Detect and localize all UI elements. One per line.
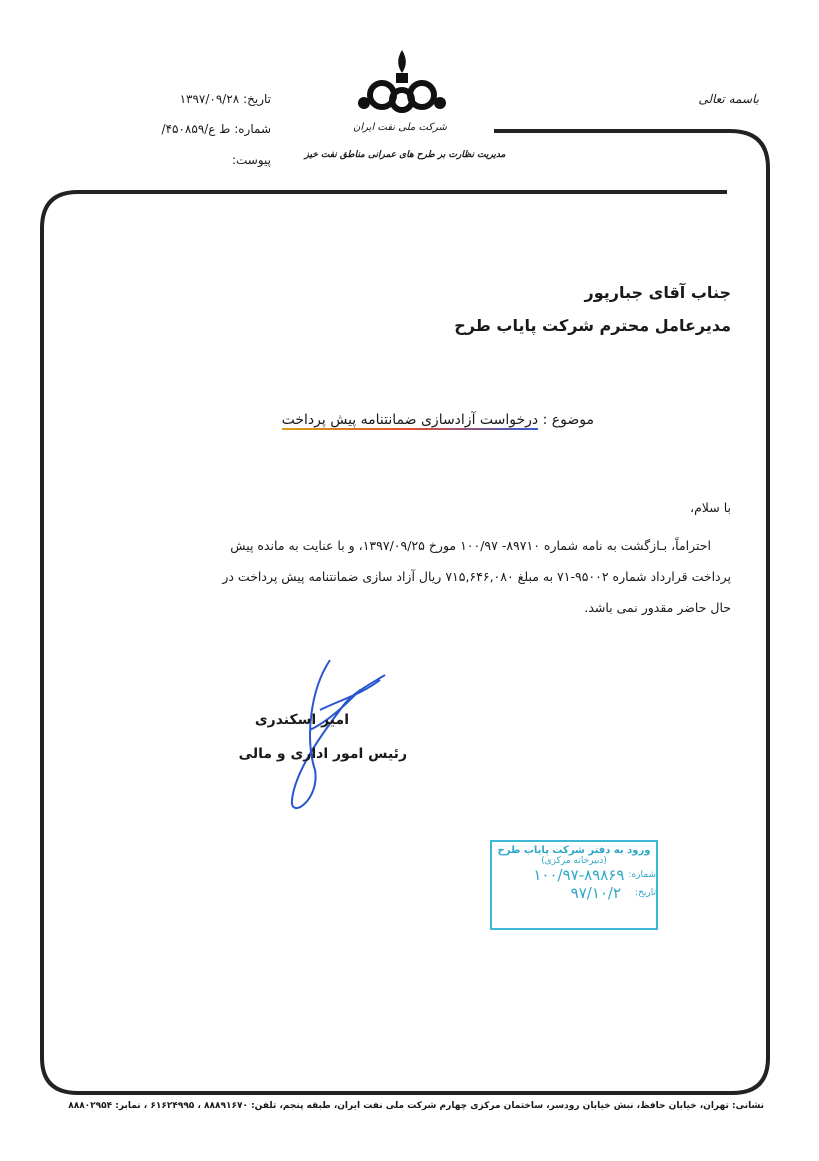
stamp-date-label: تاریخ:: [635, 888, 656, 898]
signatory-title: رئیس امور اداری و مالی: [238, 746, 407, 762]
body-line-2: پرداخت قرارداد شماره ۹۵۰۰۲-۷۱ به مبلغ ۷۱۵,۶۴۶,۰۸۰ ریال آزاد سازی ضمانتنامه پیش پرداخت در: [222, 569, 731, 584]
stamp-line-2: (دبیرخانه مرکزی): [541, 856, 607, 866]
signatory-name: امیر اسکندری: [254, 712, 349, 728]
date-value: ۱۳۹۷/۰۹/۲۸: [179, 92, 240, 106]
recipient-name: جناب آقای جبارپور: [584, 283, 731, 302]
date-field: [180, 92, 271, 106]
subject-label: موضوع :: [542, 412, 594, 428]
subject-text: درخواست آزادسازی ضمانتنامه پیش پرداخت: [281, 412, 539, 428]
logo-company-name: شرکت ملی نفت ایران: [353, 122, 447, 133]
footer-address: نشانی: تهران، خیابان حافظ، نبش خیابان رودسر، ساختمان مرکزی چهارم شرکت ملی نفت ایران، طبقه پنجم، تلفن: ۸۸۸۹۱۶۷۰ ، ۶۱۶۲۴۹۹۵ ، نمابر: ۸۸۸۰۲۹۵۴: [68, 1101, 764, 1111]
subject: [282, 412, 594, 428]
handwritten-signature: [250, 650, 400, 830]
stamp-date-value: ۹۷/۱۰/۲: [570, 884, 622, 902]
number-field: [162, 122, 271, 136]
attachment-label: پیوست:: [231, 153, 271, 167]
invocation: باسمه تعالی: [698, 92, 759, 106]
receipt-stamp: [490, 840, 658, 930]
logo-department-name: مدیریت نظارت بر طرح های عمرانی مناطق نفت خیز: [304, 150, 506, 160]
body-line-1: احتراماً، بـازگشت به نامه شماره ۸۹۷۱۰- ۱۰۰/۹۷ مورخ ۱۳۹۷/۰۹/۲۵، و با عنایت به مانده پیش: [230, 538, 711, 553]
date-label: تاریخ:: [243, 92, 271, 106]
greeting: با سلام،: [690, 500, 731, 515]
recipient-title: مدیرعامل محترم شرکت پایاب طرح: [454, 316, 731, 335]
stamp-line-1: ورود به دفتر شرکت پایاب طرح: [497, 845, 651, 856]
stamp-number-label: شماره:: [628, 870, 656, 880]
number-value: ط ع/۴۵۰۸۵۹/: [161, 122, 231, 136]
stamp-number-value: ۱۰۰/۹۷-۸۹۸۶۹: [533, 866, 625, 884]
number-label: شماره:: [234, 122, 271, 136]
body-line-3: حال حاضر مقدور نمی باشد.: [584, 600, 731, 615]
